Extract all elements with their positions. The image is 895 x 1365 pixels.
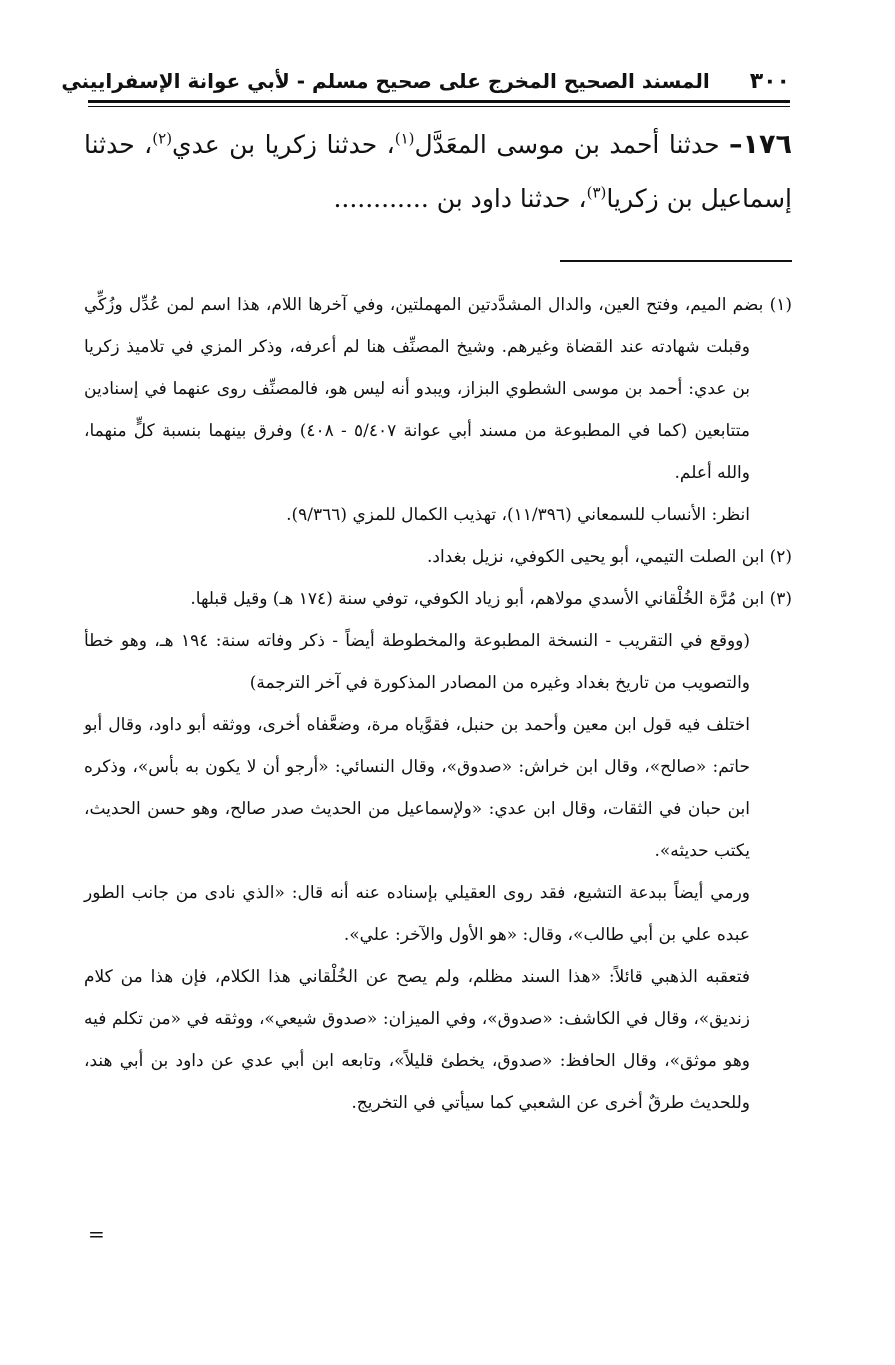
- hadith-text-part: ، حدثنا داود بن ............: [333, 184, 587, 213]
- footnote-1: (١) بضم الميم، وفتح العين، والدال المشدَّدتين المهملتين، وفي آخرها اللام، هذا اسم لمن عُدِّل وزُكِّي وقبلت شهادته عند القضاة وغيرهم. وشيخ المصنِّف هنا لم أعرفه، وذكر المزي في تلاميذ زكريا بن عدي: أحمد بن موسى الشطوي البزاز، ويبدو أنه ليس هو، فالمصنِّف روى عنهما في إسنادين متتابعين (كما في المطبوعة من مسند أبي عوانة ٥/٤٠٧ - ٤٠٨) وفرق بينهما بنسبة كلٍّ منهما، والله أعلم.: [84, 295, 792, 483]
- hadith-text: [84, 118, 792, 226]
- footnotes: [84, 284, 792, 1124]
- footnote-3-paragraph: اختلف فيه قول ابن معين وأحمد بن حنبل، فقوَّياه مرة، وضعَّفاه أخرى، ووثقه أبو داود، وقال أبو حاتم: «صالح»، وقال ابن خراش: «صدوق»، وقال النسائي: «أرجو أن لا يكون به بأس»، وذكره ابن حبان في الثقات، وقال ابن عدي: «ولإسماعيل من الحديث صدر صالح، وهو حسن الحديث، يكتب حديثه».: [84, 715, 750, 861]
- footnote-ref: (٣): [586, 183, 607, 202]
- footnote-3-paragraph: ورمي أيضاً ببدعة التشيع، فقد روى العقيلي بإسناده عنه أنه قال: «الذي نادى من جانب الطور عبده علي بن أبي طالب»، وقال: «هو الأول والآخر: علي».: [84, 883, 750, 945]
- hadith-text-part: ، حدثنا إسماعيل بن زكريا: [84, 130, 792, 213]
- hadith-text-part: حدثنا أحمد بن موسى المعَدَّل: [414, 130, 730, 159]
- footnote-3: (٣) ابن مُرَّة الخُلْقاني الأسدي مولاهم، أبو زياد الكوفي، توفي سنة (١٧٤ هـ) وقيل قبلها.: [190, 589, 792, 609]
- footnote-2: (٢) ابن الصلت التيمي، أبو يحيى الكوفي، نزيل بغداد.: [426, 547, 792, 567]
- hadith-text-part: ، حدثنا زكريا بن عدي: [172, 130, 395, 159]
- footnote-ref: (٢): [152, 129, 173, 148]
- section-end-mark: =: [88, 1222, 105, 1246]
- page-header: [61, 64, 790, 98]
- footnote-ref: (١): [394, 129, 415, 148]
- hadith-number: ١٧٦–: [729, 129, 792, 160]
- page-number: ٣٠٠: [749, 68, 790, 94]
- footnote-3-paragraph: (ووقع في التقريب - النسخة المطبوعة والمخطوطة أيضاً - ذكر وفاته سنة: ١٩٤ هـ، وهو خطأ والتصويب من تاريخ بغداد وغيره من المصادر المذكورة في آخر الترجمة): [84, 631, 750, 693]
- footnote-separator: [560, 260, 792, 262]
- header-rule-thick: [88, 100, 790, 103]
- footnote-1-references: انظر: الأنساب للسمعاني (١١/٣٩٦)، تهذيب الكمال للمزي (٩/٣٦٦).: [286, 505, 750, 525]
- footnote-3-paragraph: فتعقبه الذهبي قائلاً: «هذا السند مظلم، ولم يصح عن الخُلْقاني هذا الكلام، فإن هذا من كلام زنديق»، وقال في الكاشف: «صدوق»، وفي الميزان: «صدوق شيعي»، ووثقه في «من تكلم فيه وهو موثق»، وقال الحافظ: «صدوق، يخطئ قليلاً»، وتابعه ابن أبي عدي عن داود بن أبي هند، وللحديث طرقٌ أخرى عن الشعبي كما سيأتي في التخريج.: [84, 967, 750, 1113]
- header-rule-thin: [88, 106, 790, 107]
- running-title: المسند الصحيح المخرج على صحيح مسلم - لأبي عوانة الإسفراييني: [61, 69, 710, 93]
